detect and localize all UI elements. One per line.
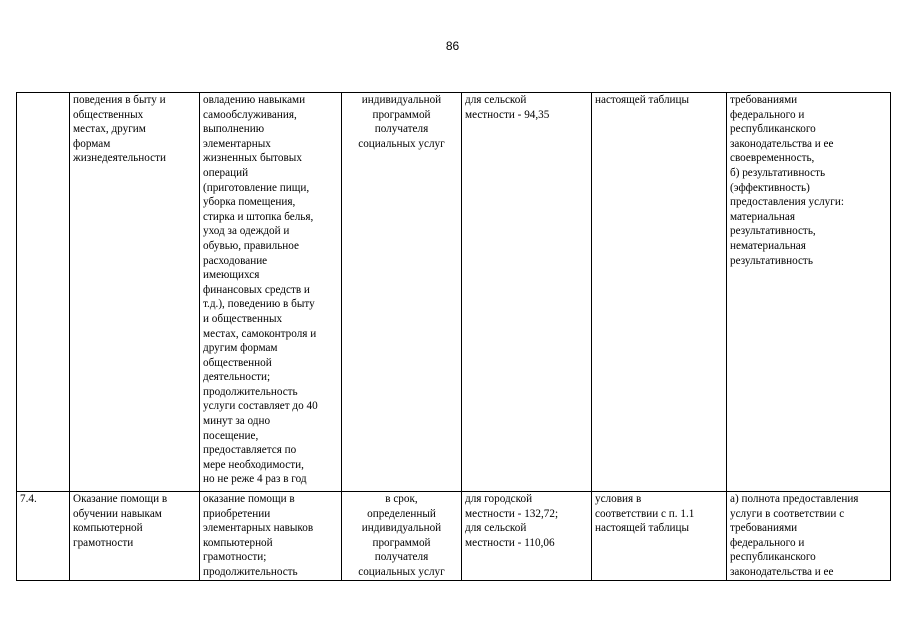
cell-service-cost: для городской местности - 132,72; для сельской местности - 110,06	[462, 492, 592, 581]
cell-service-quality: требованиями федерального и республиканского законодательства и ее своевременность, б) результативность (эффективность) предоставления услуги: материальная результативность, нематериальная результативность	[727, 93, 891, 492]
cell-service-conditions: условия в соответствии с п. 1.1 настоящей таблицы	[592, 492, 727, 581]
page-number: 86	[445, 39, 460, 53]
table-row	[17, 93, 891, 492]
cell-number: 7.4.	[17, 492, 70, 581]
table-row	[17, 492, 891, 581]
cell-service-conditions: настоящей таблицы	[592, 93, 727, 492]
cell-number	[17, 93, 70, 492]
services-table	[16, 92, 891, 581]
cell-service-quality: а) полнота предоставления услуги в соответствии с требованиями федерального и республиканского законодательства и ее	[727, 492, 891, 581]
cell-service-cost: для сельской местности - 94,35	[462, 93, 592, 492]
cell-service-term: индивидуальной программой получателя социальных услуг	[342, 93, 462, 492]
cell-service-content: овладению навыками самообслуживания, выполнению элементарных жизненных бытовых операций (приготовление пищи, уборка помещения, стирка и штопка белья, уход за одеждой и обувью, правильное расходование имеющихся финансовых средств и т.д.), поведению в быту и общественных местах, самоконтроля и другим формам общественной деятельности; продолжительность услуги составляет до 40 минут за одно посещение, предоставляется по мере необходимости, но не реже 4 раз в год	[200, 93, 342, 492]
cell-service-term: в срок, определенный индивидуальной программой получателя социальных услуг	[342, 492, 462, 581]
cell-service-name: поведения в быту и общественных местах, другим формам жизнедеятельности	[70, 93, 200, 492]
cell-service-content: оказание помощи в приобретении элементарных навыков компьютерной грамотности; продолжительность	[200, 492, 342, 581]
cell-service-name: Оказание помощи в обучении навыкам компьютерной грамотности	[70, 492, 200, 581]
